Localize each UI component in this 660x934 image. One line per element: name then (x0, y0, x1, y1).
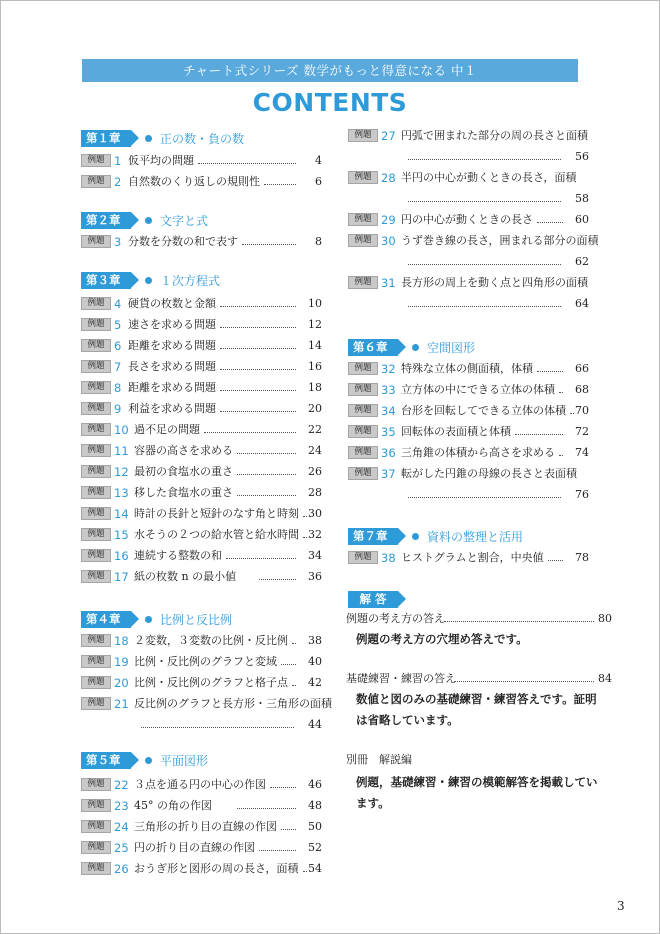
bullet-icon (145, 277, 152, 284)
example-number: 11 (114, 444, 129, 458)
example-title: 移した食塩水の重さ (134, 486, 233, 499)
leader-dots (259, 850, 296, 851)
example-number: 34 (381, 404, 396, 418)
example-tag: 例題 (81, 697, 111, 710)
example-number: 33 (381, 383, 396, 397)
example-entry (81, 798, 322, 814)
example-title: 水そうの２つの給水管と給水時間 (134, 528, 299, 541)
example-title: 分数を分数の和で表す (128, 235, 238, 248)
page-ref: 68 (575, 383, 589, 396)
example-tag: 例題 (348, 425, 378, 438)
example-number: 3 (114, 235, 122, 249)
example-number: 16 (114, 549, 129, 563)
example-entry (81, 317, 322, 333)
example-title: ヒストグラムと割合，中央値 (401, 551, 544, 564)
example-tag: 例題 (348, 446, 378, 459)
leader-dots (559, 392, 563, 393)
example-tag: 例題 (348, 276, 378, 289)
example-tag: 例題 (348, 383, 378, 396)
example-title: 台形を回転してできる立体の体積 (401, 404, 566, 417)
page-ref: 32 (308, 528, 322, 541)
example-entry (81, 234, 322, 250)
leader-dots (220, 306, 296, 307)
page-ref: 84 (598, 672, 612, 685)
example-number: 24 (114, 820, 129, 834)
leader-dots (408, 306, 561, 307)
example-title: 速さを求める問題 (128, 318, 216, 331)
page-ref: 50 (308, 820, 322, 833)
example-title: 三角錐の体積から高さを求める (401, 446, 555, 459)
leader-dots (454, 681, 594, 682)
example-tag: 例題 (81, 570, 111, 583)
leader-dots (237, 474, 296, 475)
example-number: 27 (381, 129, 396, 143)
answer-item-title: 例題の考え方の答え (346, 612, 445, 625)
example-entry (348, 382, 589, 398)
example-entry (81, 380, 322, 396)
page-ref: 34 (308, 549, 322, 562)
chapter-heading (81, 130, 244, 147)
answer-note: 数値と図のみの基礎練習・練習答えです。証明 (356, 692, 597, 706)
example-number: 35 (381, 425, 396, 439)
example-title: 距離を求める問題 (128, 339, 216, 352)
leader-dots (408, 264, 561, 265)
example-title: 三角形の折り目の直線の作図 (134, 820, 277, 833)
answer-item-title: 基礎練習・練習の答え (346, 672, 456, 685)
answer-note: ます。 (356, 796, 390, 810)
example-number: 26 (114, 862, 129, 876)
example-tag: 例題 (81, 339, 111, 352)
example-tag: 例題 (348, 171, 378, 184)
page-ref: 24 (308, 444, 322, 457)
page-ref: 36 (308, 570, 322, 583)
page-ref: 26 (308, 465, 322, 478)
example-tag: 例題 (348, 213, 378, 226)
example-tag: 例題 (81, 360, 111, 373)
leader-dots (537, 222, 563, 223)
page-ref: 64 (575, 297, 589, 310)
answer-note: は省略しています。 (356, 713, 459, 727)
chapter-heading (81, 272, 220, 289)
answer-note: 例題，基礎練習・練習の模範解答を掲載してい (356, 775, 598, 789)
example-title: 硬貨の枚数と金額 (128, 297, 216, 310)
leader-dots (537, 371, 563, 372)
example-title: 45° の角の作図 (134, 799, 212, 812)
page-ref: 14 (308, 339, 322, 352)
page-ref: 8 (315, 235, 322, 248)
example-tag: 例題 (81, 528, 111, 541)
example-title: 長方形の周上を動く点と四角形の面積 (401, 276, 588, 289)
page-ref: 12 (308, 318, 322, 331)
example-entry (348, 128, 589, 163)
page-ref: 62 (575, 255, 589, 268)
leader-dots (198, 163, 296, 164)
example-title: 仮平均の問題 (128, 154, 194, 167)
example-number: 29 (381, 213, 396, 227)
chapter-title: 比例と反比例 (160, 613, 233, 627)
example-title: 過不足の問題 (134, 423, 200, 436)
example-entry (81, 819, 322, 835)
example-title: 円の折り目の直線の作図 (134, 841, 255, 854)
example-tag: 例題 (81, 235, 111, 248)
page-ref: 46 (308, 778, 322, 791)
example-title: うず巻き線の長さ，囲まれる部分の面積 (401, 234, 599, 247)
example-tag: 例題 (81, 486, 111, 499)
leader-dots (292, 643, 296, 644)
example-entry (81, 153, 322, 169)
page-number: 3 (617, 899, 625, 913)
series-banner: チャート式シリーズ 数学がもっと得意になる 中１ (82, 59, 578, 82)
example-entry (81, 506, 322, 522)
example-entry (81, 675, 322, 691)
leader-dots (444, 621, 594, 622)
leader-dots (204, 432, 296, 433)
example-number: 32 (381, 362, 396, 376)
chapter-heading (348, 339, 475, 356)
example-entry (81, 633, 322, 649)
example-entry (81, 696, 332, 731)
example-tag: 例題 (348, 467, 378, 480)
example-title: 紙の枚数 n の最小値 (134, 570, 237, 583)
example-entry (348, 275, 589, 310)
leader-dots (408, 159, 561, 160)
answers-badge: 解 答 (348, 591, 398, 608)
answer-note: 例題の考え方の穴埋め答えです。 (356, 632, 528, 646)
page-ref: 44 (308, 718, 322, 731)
chapter-heading (81, 752, 208, 769)
answer-item-title: 別冊 解説編 (346, 753, 412, 766)
example-tag: 例題 (81, 799, 111, 812)
example-number: 1 (114, 154, 122, 168)
example-title: 回転体の表面積と体積 (401, 425, 511, 438)
example-title: 立方体の中にできる立体の体積 (401, 383, 555, 396)
example-tag: 例題 (81, 676, 111, 689)
example-entry (81, 485, 322, 501)
example-tag: 例題 (81, 507, 111, 520)
example-tag: 例題 (81, 778, 111, 791)
example-title: ２変数，３変数の比例・反比例 (134, 634, 288, 647)
page-ref: 56 (575, 150, 589, 163)
example-number: 13 (114, 486, 129, 500)
leader-dots (281, 829, 296, 830)
example-number: 28 (381, 171, 396, 185)
example-number: 22 (114, 778, 129, 792)
leader-dots (141, 727, 294, 728)
example-number: 36 (381, 446, 396, 460)
leader-dots (220, 348, 296, 349)
example-entry (81, 548, 322, 564)
example-number: 23 (114, 799, 129, 813)
bullet-icon (412, 533, 419, 540)
example-title: 円弧で囲まれた部分の周の長さと面積 (401, 129, 588, 142)
leader-dots (220, 390, 296, 391)
example-number: 12 (114, 465, 129, 479)
bullet-icon (145, 135, 152, 142)
example-entry (81, 861, 322, 877)
example-number: 7 (114, 360, 122, 374)
example-title: 距離を求める問題 (128, 381, 216, 394)
example-tag: 例題 (81, 634, 111, 647)
example-tag: 例題 (348, 129, 378, 142)
page-ref: 48 (308, 799, 322, 812)
chapter-badge: 第６章 (348, 339, 398, 356)
example-number: 19 (114, 655, 129, 669)
page-ref: 52 (308, 841, 322, 854)
example-number: 9 (114, 402, 122, 416)
example-tag: 例題 (81, 549, 111, 562)
example-title: 特殊な立体の側面積，体積 (401, 362, 533, 375)
example-title: 比例・反比例のグラフと格子点 (134, 676, 288, 689)
page-ref: 30 (308, 507, 322, 520)
page-ref: 4 (315, 154, 322, 167)
example-title: 自然数のくり返しの規則性 (128, 175, 260, 188)
leader-dots (226, 558, 296, 559)
bullet-icon (145, 217, 152, 224)
example-number: 14 (114, 507, 129, 521)
leader-dots (264, 184, 296, 185)
page-ref: 66 (575, 362, 589, 375)
chapter-heading (81, 611, 232, 628)
bullet-icon (145, 757, 152, 764)
leader-dots (220, 327, 296, 328)
leader-dots (259, 579, 296, 580)
example-tag: 例題 (81, 820, 111, 833)
example-entry (81, 569, 322, 585)
chapter-badge: 第３章 (81, 272, 131, 289)
leader-dots (515, 434, 563, 435)
example-tag: 例題 (81, 444, 111, 457)
page-ref: 78 (575, 551, 589, 564)
example-title: 転がした円錐の母線の長さと表面積 (401, 467, 577, 480)
page-ref: 40 (308, 655, 322, 668)
example-entry (81, 338, 322, 354)
example-title: 容器の高さを求める (134, 444, 233, 457)
bullet-icon (412, 344, 419, 351)
example-title: 円の中心が動くときの長さ (401, 213, 533, 226)
page-ref: 60 (575, 213, 589, 226)
example-entry (81, 527, 322, 543)
chapter-badge: 第５章 (81, 752, 131, 769)
example-number: 30 (381, 234, 396, 248)
example-entry (348, 170, 589, 205)
page-ref: 38 (308, 634, 322, 647)
chapter-title: １次方程式 (160, 274, 221, 288)
chapter-title: 空間図形 (427, 341, 476, 355)
example-title: 長さを求める問題 (128, 360, 216, 373)
example-tag: 例題 (81, 154, 111, 167)
leader-dots (270, 787, 296, 788)
example-tag: 例題 (81, 862, 111, 875)
example-entry (348, 233, 599, 268)
example-tag: 例題 (81, 402, 111, 415)
page-ref: 10 (308, 297, 322, 310)
example-tag: 例題 (81, 841, 111, 854)
page-ref: 28 (308, 486, 322, 499)
example-title: 時計の長針と短針のなす角と時刻 (134, 507, 299, 520)
leader-dots (237, 495, 296, 496)
chapter-title: 平面図形 (160, 754, 209, 768)
example-entry (348, 361, 589, 377)
leader-dots (237, 453, 296, 454)
example-entry (81, 359, 322, 375)
leader-dots (292, 685, 296, 686)
example-entry (348, 466, 589, 501)
example-number: 37 (381, 467, 396, 481)
chapter-badge: 第７章 (348, 528, 398, 545)
chapter-title: 資料の整理と活用 (427, 530, 524, 544)
example-title: 半円の中心が動くときの長さ，面積 (401, 171, 577, 184)
example-entry (81, 654, 322, 670)
example-tag: 例題 (348, 404, 378, 417)
example-entry (348, 445, 589, 461)
page-ref: 76 (575, 488, 589, 501)
example-title: 最初の食塩水の重さ (134, 465, 233, 478)
leader-dots (242, 244, 296, 245)
example-number: 20 (114, 676, 129, 690)
page-ref: 72 (575, 425, 589, 438)
example-title: 連続する整数の和 (134, 549, 222, 562)
example-entry (81, 422, 322, 438)
example-entry (81, 464, 322, 480)
chapter-title: 正の数・負の数 (160, 132, 245, 146)
page-ref: 20 (308, 402, 322, 415)
example-entry (348, 550, 589, 566)
example-tag: 例題 (348, 362, 378, 375)
example-tag: 例題 (81, 318, 111, 331)
example-title: おうぎ形と図形の周の長さ，面積 (134, 862, 299, 875)
example-entry (348, 424, 589, 440)
example-number: 21 (114, 697, 129, 711)
example-title: ３点を通る円の中心の作図 (134, 778, 266, 791)
example-entry (81, 296, 322, 312)
leader-dots (281, 664, 296, 665)
chapter-title: 文字と式 (160, 214, 209, 228)
example-tag: 例題 (81, 655, 111, 668)
chapter-heading (348, 528, 523, 545)
leader-dots (408, 201, 561, 202)
example-title: 利益を求める問題 (128, 402, 216, 415)
chapter-badge: 第２章 (81, 212, 131, 229)
leader-dots (559, 455, 563, 456)
example-tag: 例題 (348, 234, 378, 247)
example-entry (348, 403, 589, 419)
example-number: 5 (114, 318, 122, 332)
example-tag: 例題 (81, 423, 111, 436)
page-ref: 54 (308, 862, 322, 875)
example-title: 反比例のグラフと長方形・三角形の面積 (134, 697, 332, 710)
page-title: CONTENTS (252, 88, 408, 117)
leader-dots (237, 808, 296, 809)
page-ref: 58 (575, 192, 589, 205)
example-entry (81, 401, 322, 417)
example-number: 8 (114, 381, 122, 395)
example-title: 比例・反比例のグラフと変域 (134, 655, 277, 668)
example-number: 4 (114, 297, 122, 311)
page-ref: 74 (575, 446, 589, 459)
chapter-badge: 第１章 (81, 130, 131, 147)
page-ref: 6 (315, 175, 322, 188)
chapter-heading (81, 212, 208, 229)
page-ref: 18 (308, 381, 322, 394)
example-number: 31 (381, 276, 396, 290)
example-number: 6 (114, 339, 122, 353)
page-ref: 42 (308, 676, 322, 689)
example-entry (81, 777, 322, 793)
leader-dots (408, 497, 561, 498)
leader-dots (548, 560, 563, 561)
example-number: 18 (114, 634, 129, 648)
example-entry (81, 840, 322, 856)
example-tag: 例題 (81, 465, 111, 478)
example-tag: 例題 (81, 297, 111, 310)
example-entry (81, 443, 322, 459)
example-number: 25 (114, 841, 129, 855)
example-number: 15 (114, 528, 129, 542)
example-number: 38 (381, 551, 396, 565)
example-number: 2 (114, 175, 122, 189)
example-tag: 例題 (81, 175, 111, 188)
page-ref: 22 (308, 423, 322, 436)
chapter-badge: 第４章 (81, 611, 131, 628)
example-tag: 例題 (348, 551, 378, 564)
example-number: 17 (114, 570, 129, 584)
example-entry (81, 174, 322, 190)
page-ref: 70 (575, 404, 589, 417)
example-tag: 例題 (81, 381, 111, 394)
page-ref: 80 (598, 612, 612, 625)
bullet-icon (145, 616, 152, 623)
leader-dots (220, 369, 296, 370)
page-ref: 16 (308, 360, 322, 373)
example-entry (348, 212, 589, 228)
example-number: 10 (114, 423, 129, 437)
leader-dots (220, 411, 296, 412)
